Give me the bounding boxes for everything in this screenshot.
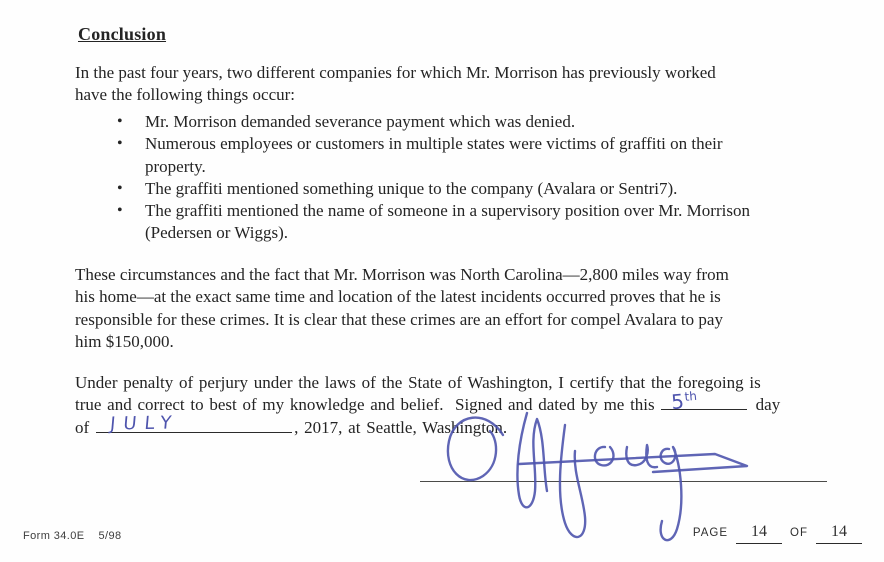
- body-paragraph: [75, 264, 729, 353]
- paragraph-line: In the past four years, two different companies for which Mr. Morrison has previously worked: [75, 63, 716, 82]
- bullet-text: (Pedersen or Wiggs).: [145, 223, 288, 243]
- certification-text: , 2017, at Seattle, Washington.: [294, 417, 508, 437]
- page-number: 14: [736, 523, 782, 544]
- paragraph-line: have the following things occur:: [75, 85, 296, 105]
- bullet-text: Numerous employees or customers in multiple states were victims of graffiti on their: [145, 134, 723, 154]
- paragraph-line: his home—at the exact same time and location of the latest incidents occurred proves that he is: [75, 287, 721, 307]
- form-revision: 5/98: [98, 530, 122, 542]
- list-item: [75, 200, 750, 245]
- bullet-text: Mr. Morrison demanded severance payment which was denied.: [145, 112, 576, 131]
- bullet-text: The graffiti mentioned something unique to the company (Avalara or Sentri7).: [145, 178, 678, 198]
- section-heading: Conclusion: [78, 24, 167, 44]
- bullet-icon: •: [117, 113, 123, 130]
- certification-text: day: [755, 395, 781, 415]
- handwritten-month: JULY: [109, 412, 181, 435]
- list-item: [75, 133, 750, 178]
- total-pages: 14: [816, 523, 862, 544]
- page-indicator: [693, 523, 870, 544]
- paragraph-line: responsible for these crimes. It is clear that these crimes are an effort for compel Avalara to pay: [75, 309, 723, 329]
- certification-text: of: [75, 417, 90, 437]
- bullet-list: [75, 111, 750, 245]
- page-label: PAGE: [692, 527, 729, 539]
- of-label: OF: [790, 527, 808, 539]
- paragraph-line: These circumstances and the fact that Mr. Morrison was North Carolina—2,800 miles way from: [75, 265, 729, 284]
- bullet-icon: •: [117, 179, 123, 197]
- bullet-text: property.: [145, 156, 206, 176]
- bullet-icon: •: [117, 202, 123, 220]
- bullet-icon: •: [117, 135, 123, 153]
- form-code: Form 34.0E: [23, 530, 85, 542]
- certification-text: true and correct to best of my knowledge and belief. Signed and dated by me this: [75, 395, 655, 415]
- intro-paragraph: [75, 62, 716, 107]
- month-blank-field: [96, 412, 292, 435]
- list-item: [75, 178, 750, 200]
- bullet-text: The graffiti mentioned the name of someone in a supervisory position over Mr. Morrison: [145, 201, 750, 221]
- list-item: [75, 111, 750, 133]
- form-number: [23, 530, 121, 542]
- handwritten-day: 5th: [669, 388, 698, 415]
- certification-line: Under penalty of perjury under the laws of the State of Washington, I certify that the foregoing is: [75, 373, 761, 392]
- paragraph-line: him $150,000.: [75, 331, 174, 351]
